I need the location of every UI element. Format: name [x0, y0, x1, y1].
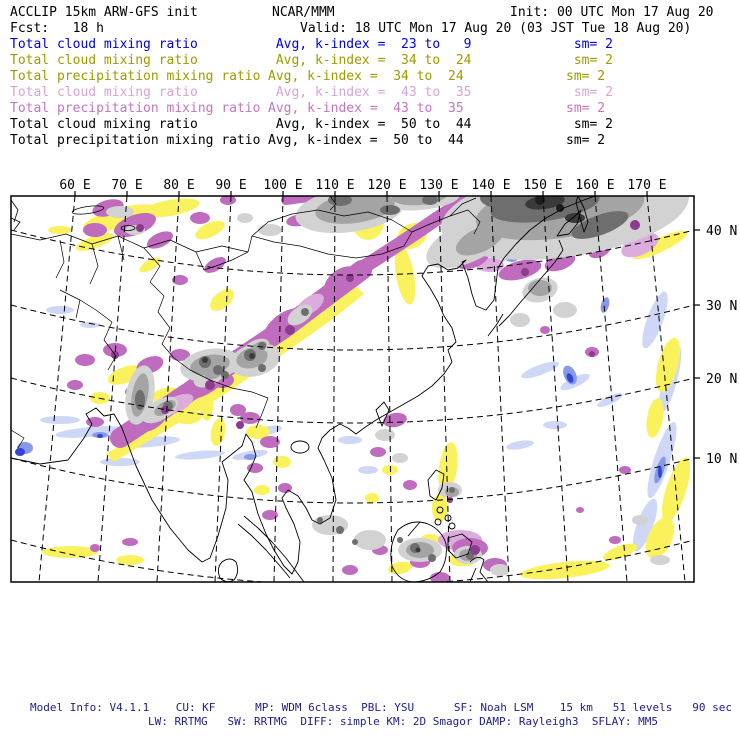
- legend-row: [0, 101, 740, 117]
- model-title: ACCLIP 15km ARW-GFS init: [10, 5, 198, 20]
- legend-smooth: sm= 2: [566, 101, 606, 116]
- lon-label: 100 E: [263, 178, 303, 193]
- center-name: NCAR/MMM: [272, 5, 335, 20]
- legend-row: [0, 133, 740, 149]
- legend-field: Total precipitation mixing ratio: [10, 133, 261, 148]
- legend-row: [0, 85, 740, 101]
- lat-label: 10 N: [706, 452, 738, 467]
- legend-smooth: sm= 2: [566, 37, 613, 52]
- legend-stat: Avg, k-index = 50 to 44: [268, 117, 472, 132]
- lon-label: 130 E: [419, 178, 459, 193]
- lat-label: 30 N: [706, 299, 738, 314]
- valid-time: Valid: 18 UTC Mon 17 Aug 20 (03 JST Tue 18 Aug 20): [300, 21, 692, 36]
- legend-stat: Avg, k-index = 43 to 35: [268, 101, 464, 116]
- legend-smooth: sm= 2: [566, 69, 606, 84]
- legend-field: Total cloud mixing ratio: [10, 117, 198, 132]
- lon-label: 150 E: [523, 178, 563, 193]
- legend-smooth: sm= 2: [566, 117, 613, 132]
- lon-label: 90 E: [215, 178, 247, 193]
- legend-stat: Avg, k-index = 50 to 44: [268, 133, 464, 148]
- lon-label: 60 E: [59, 178, 91, 193]
- lat-axis-labels: [706, 224, 737, 467]
- legend-field: Total cloud mixing ratio: [10, 37, 198, 52]
- model-info-line1: Model Info: V4.1.1 CU: KF MP: WDM 6class PBL: YSU SF: Noah LSM 15 km 51 levels 90 sec: [30, 701, 732, 714]
- lon-axis-labels: [59, 178, 666, 193]
- legend-row: [0, 53, 740, 69]
- legend-row: [0, 69, 740, 85]
- legend-row: [0, 37, 740, 53]
- legend-stat: Avg, k-index = 23 to 9: [268, 37, 472, 52]
- lon-label: 140 E: [471, 178, 511, 193]
- lon-label: 110 E: [315, 178, 355, 193]
- legend-stat: Avg, k-index = 34 to 24: [268, 69, 464, 84]
- model-info-line2: LW: RRTMG SW: RRTMG DIFF: simple KM: 2D Smagor DAMP: Rayleigh3 SFLAY: MM5: [148, 715, 658, 728]
- forecast-map: [0, 170, 740, 600]
- legend-field: Total precipitation mixing ratio: [10, 69, 261, 84]
- legend-stat: Avg, k-index = 43 to 35: [268, 85, 472, 100]
- forecast-hour: Fcst: 18 h: [10, 21, 104, 36]
- lon-label: 120 E: [367, 178, 407, 193]
- legend-smooth: sm= 2: [566, 133, 606, 148]
- lon-label: 160 E: [575, 178, 615, 193]
- legend-row: [0, 117, 740, 133]
- legend-field: Total cloud mixing ratio: [10, 85, 198, 100]
- legend-field: Total cloud mixing ratio: [10, 53, 198, 68]
- lat-label: 20 N: [706, 372, 738, 387]
- init-time: Init: 00 UTC Mon 17 Aug 20: [510, 5, 714, 20]
- legend-smooth: sm= 2: [566, 85, 613, 100]
- legend-smooth: sm= 2: [566, 53, 613, 68]
- lon-label: 170 E: [627, 178, 667, 193]
- lon-label: 80 E: [163, 178, 195, 193]
- lat-label: 40 N: [706, 224, 738, 239]
- legend-field: Total precipitation mixing ratio: [10, 101, 261, 116]
- lon-label: 70 E: [111, 178, 143, 193]
- legend-stat: Avg, k-index = 34 to 24: [268, 53, 472, 68]
